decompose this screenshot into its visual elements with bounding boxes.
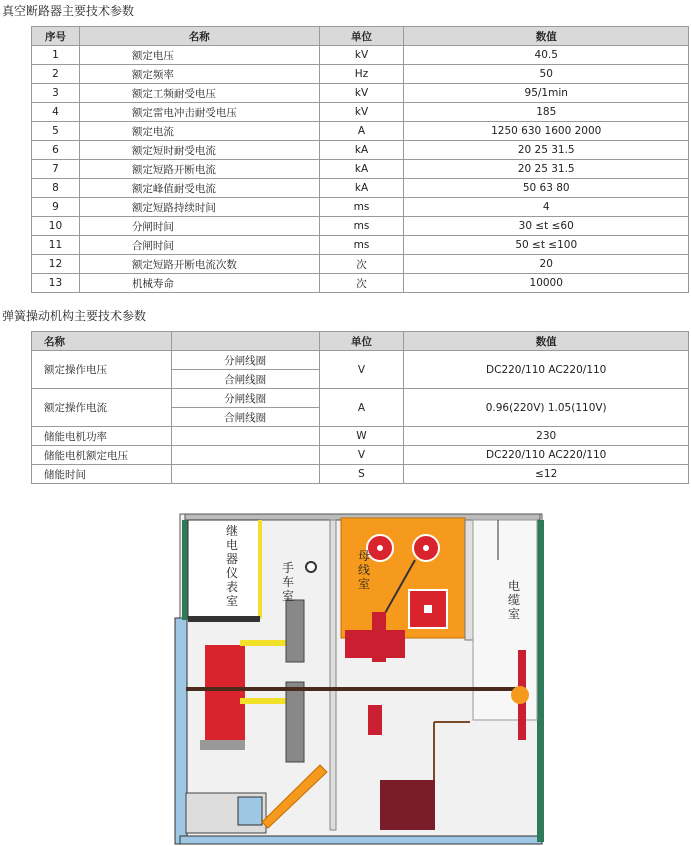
lower-spout	[286, 682, 304, 762]
cell-index: 6	[32, 141, 80, 160]
cell-unit: W	[319, 427, 404, 446]
cable-room-label: 电缆室	[508, 579, 521, 621]
mechanism-panel	[238, 797, 262, 825]
relay-room-label: 继电器仪表室	[226, 524, 239, 608]
back-wall	[175, 618, 187, 844]
cell-value: 20 25 31.5	[404, 141, 689, 160]
cell-name: 分闸时间	[79, 217, 319, 236]
cell-name: 储能电机额定电压	[32, 446, 172, 465]
cell-sub: 合闸线圈	[171, 408, 319, 427]
cell-name: 额定雷电冲击耐受电压	[79, 103, 319, 122]
section1-title: 真空断路器主要技术参数	[2, 4, 135, 18]
cell-index: 9	[32, 198, 80, 217]
cell-name: 额定工频耐受电压	[79, 84, 319, 103]
cell-name: 额定操作电流	[32, 389, 172, 427]
cell-name: 额定短时耐受电流	[79, 141, 319, 160]
cell-unit: S	[319, 465, 404, 484]
cell-name: 额定峰值耐受电流	[79, 179, 319, 198]
cell-value: 20 25 31.5	[404, 160, 689, 179]
cell-sub: 合闸线圈	[171, 370, 319, 389]
cell-index: 5	[32, 122, 80, 141]
header-cell: 序号	[32, 27, 80, 46]
cell-value: 40.5	[404, 46, 689, 65]
cell-sub: 分闸线圈	[171, 389, 319, 408]
cell-name: 合闸时间	[79, 236, 319, 255]
cell-index: 2	[32, 65, 80, 84]
cell-index: 4	[32, 103, 80, 122]
trolley-room-label: 手车室	[282, 561, 295, 603]
cell-unit: ms	[319, 236, 404, 255]
cell-name: 额定短路持续时间	[79, 198, 319, 217]
cell-unit: A	[319, 122, 404, 141]
section2-title: 弹簧操动机构主要技术参数	[2, 309, 147, 323]
cell-name: 额定短路开断电流	[79, 160, 319, 179]
cell-unit: A	[319, 389, 404, 427]
cell-value: 0.96(220V) 1.05(110V)	[404, 389, 689, 427]
left-frame	[182, 520, 188, 620]
cell-sub: 分闸线圈	[171, 351, 319, 370]
cell-unit: V	[319, 351, 404, 389]
busbar-a-center	[377, 545, 383, 551]
trolley-base	[200, 740, 245, 750]
header-cell: 数值	[404, 27, 689, 46]
cell-name: 额定频率	[79, 65, 319, 84]
cell-value: 10000	[404, 274, 689, 293]
cell-value: 185	[404, 103, 689, 122]
header-cell: 名称	[32, 332, 172, 351]
base-plate	[180, 836, 542, 844]
cell-name: 额定短路开断电流次数	[79, 255, 319, 274]
cell-index: 7	[32, 160, 80, 179]
cell-value: 30 ≤t ≤60	[404, 217, 689, 236]
cell-index: 8	[32, 179, 80, 198]
cell-name: 机械寿命	[79, 274, 319, 293]
cell-value: 230	[404, 427, 689, 446]
cell-value: 4	[404, 198, 689, 217]
cell-index: 3	[32, 84, 80, 103]
breaker-body	[205, 645, 245, 750]
cable-termination	[380, 780, 435, 830]
cell-unit: ms	[319, 217, 404, 236]
header-cell: 单位	[319, 27, 404, 46]
right-frame	[537, 520, 544, 842]
cell-index: 13	[32, 274, 80, 293]
upper-spout	[286, 600, 304, 662]
cell-unit: kA	[319, 141, 404, 160]
cell-value: 50 63 80	[404, 179, 689, 198]
cell-unit: 次	[319, 255, 404, 274]
cell-name: 额定电压	[79, 46, 319, 65]
cell-unit: ms	[319, 198, 404, 217]
header-cell: 单位	[319, 332, 404, 351]
cell-unit: V	[319, 446, 404, 465]
cell-value: 50 ≤t ≤100	[404, 236, 689, 255]
cell-name: 额定操作电压	[32, 351, 172, 389]
bus-riser-top	[372, 612, 386, 662]
cell-name: 额定电流	[79, 122, 319, 141]
cell-index: 10	[32, 217, 80, 236]
cell-value: 20	[404, 255, 689, 274]
earth-switch-knob-icon	[511, 686, 529, 704]
cell-unit: kV	[319, 84, 404, 103]
viewing-hole-icon	[306, 562, 316, 572]
relay-room-floor	[188, 616, 260, 622]
cell-unit: kA	[319, 179, 404, 198]
ground-bar	[186, 687, 526, 691]
relay-room-box	[188, 520, 260, 618]
cell-unit: 次	[319, 274, 404, 293]
cell-value: ≤12	[404, 465, 689, 484]
cell-value: 95/1min	[404, 84, 689, 103]
relay-room-door	[258, 520, 262, 618]
trolley-partition	[330, 520, 336, 830]
cell-unit: kV	[319, 46, 404, 65]
cell-name: 储能时间	[32, 465, 172, 484]
cell-value: DC220/110 AC220/110	[404, 446, 689, 465]
cell-value: DC220/110 AC220/110	[404, 351, 689, 389]
cell-unit: Hz	[319, 65, 404, 84]
busbar-room-label: 母线室	[358, 549, 371, 591]
cell-value: 50	[404, 65, 689, 84]
cell-index: 12	[32, 255, 80, 274]
cell-unit: kA	[319, 160, 404, 179]
busbar-partition	[465, 520, 473, 640]
header-cell: 数值	[404, 332, 689, 351]
busbar-c-center	[424, 605, 432, 613]
cell-value: 1250 630 1600 2000	[404, 122, 689, 141]
cell-index: 11	[32, 236, 80, 255]
cell-unit: kV	[319, 103, 404, 122]
cell-index: 1	[32, 46, 80, 65]
header-cell: 名称	[79, 27, 319, 46]
cell-name: 储能电机功率	[32, 427, 172, 446]
ct-icon	[368, 705, 382, 735]
busbar-b-center	[423, 545, 429, 551]
